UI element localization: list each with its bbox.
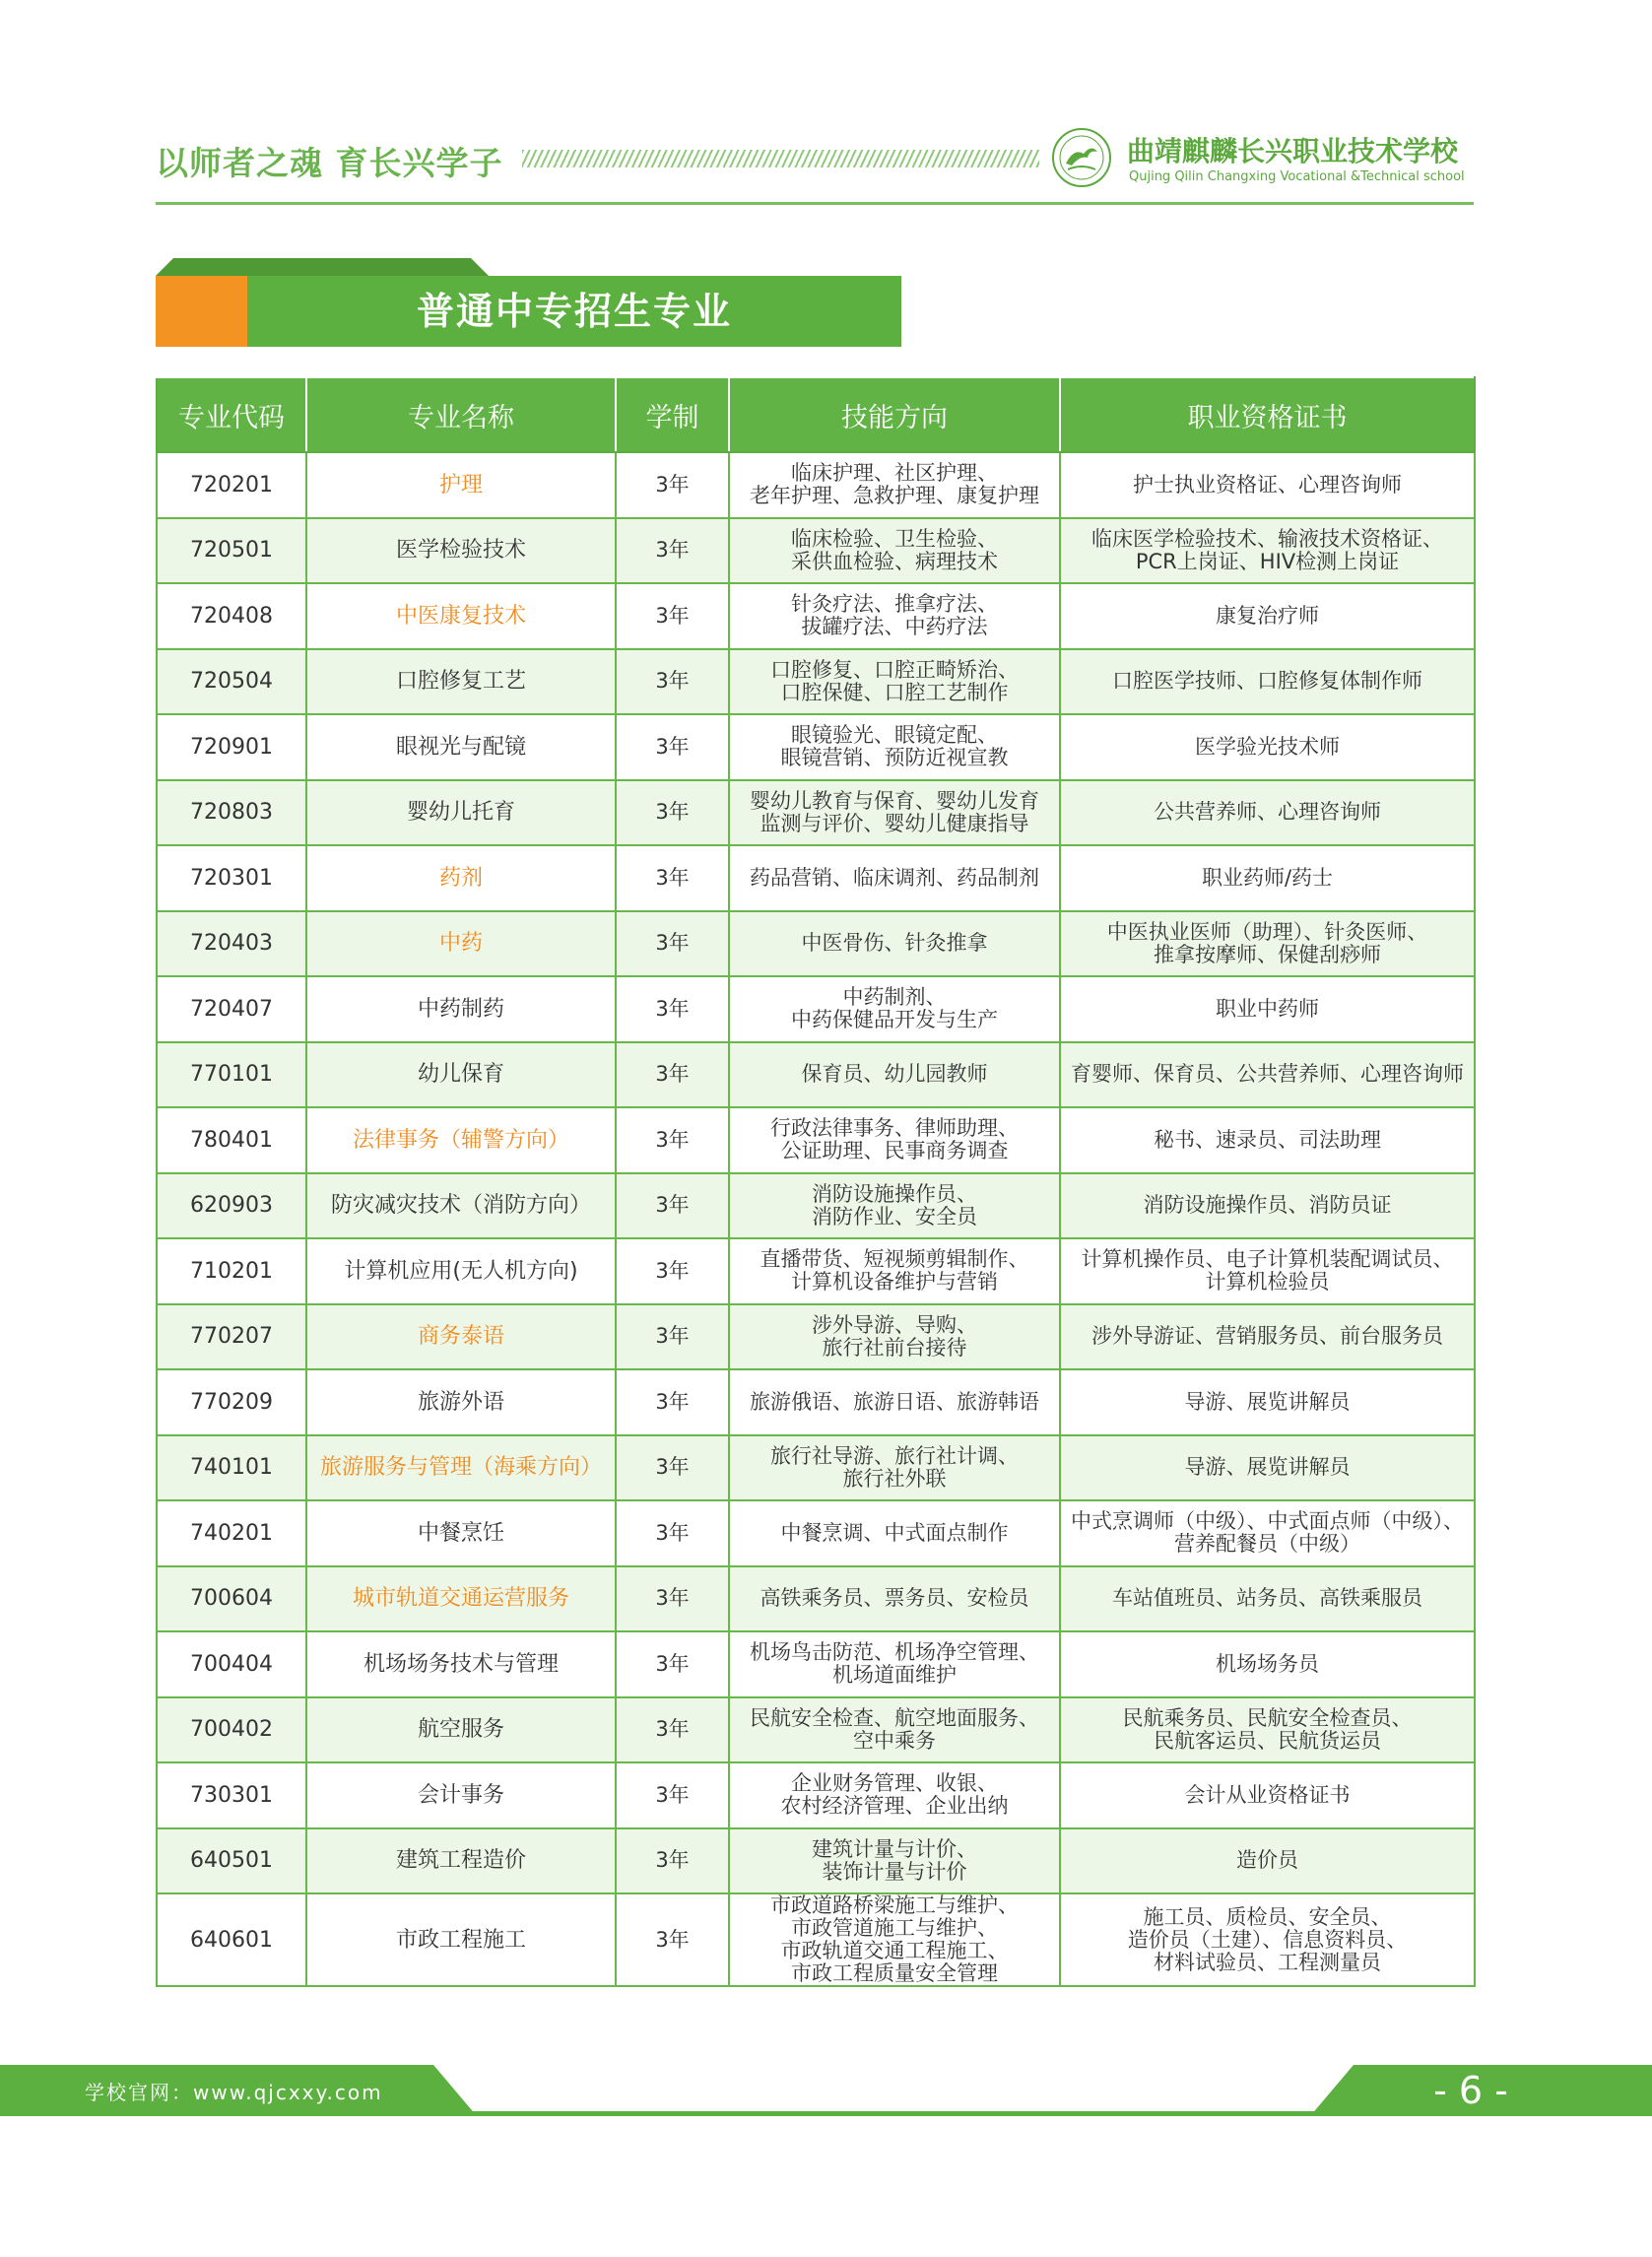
cell-name: 旅游服务与管理（海乘方向） (306, 1435, 616, 1501)
cell-cert: 中医执业医师（助理）、针灸医师、 推拿按摩师、保健刮痧师 (1060, 911, 1475, 977)
cell-cert: 护士执业资格证、心理咨询师 (1060, 452, 1475, 518)
cell-code: 720408 (157, 583, 306, 649)
cell-name: 护理 (306, 452, 616, 518)
cell-cert: 车站值班员、站务员、高铁乘服员 (1060, 1566, 1475, 1632)
cell-years: 3年 (616, 1762, 729, 1828)
cell-cert: 会计从业资格证书 (1060, 1762, 1475, 1828)
cell-cert: 职业药师/药士 (1060, 845, 1475, 911)
table-row (157, 1566, 1475, 1632)
cell-skills: 市政道路桥梁施工与维护、 市政管道施工与维护、 市政轨道交通工程施工、 市政工程质量安全管理 (729, 1893, 1060, 1986)
cell-code: 640601 (157, 1893, 306, 1986)
cell-code: 720901 (157, 714, 306, 780)
cell-cert: 口腔医学技师、口腔修复体制作师 (1060, 649, 1475, 715)
school-name-en: Qujing Qilin Changxing Vocational &Technical school (1129, 169, 1465, 184)
cell-code: 700402 (157, 1697, 306, 1763)
cell-code: 730301 (157, 1762, 306, 1828)
cell-skills: 民航安全检查、航空地面服务、 空中乘务 (729, 1697, 1060, 1763)
table-row (157, 1173, 1475, 1239)
cell-years: 3年 (616, 714, 729, 780)
cell-cert: 计算机操作员、电子计算机装配调试员、 计算机检验员 (1060, 1238, 1475, 1304)
cell-cert: 临床医学检验技术、输液技术资格证、 PCR上岗证、HIV检测上岗证 (1060, 518, 1475, 584)
cell-skills: 旅行社导游、旅行社计调、 旅行社外联 (729, 1435, 1060, 1501)
cell-years: 3年 (616, 1566, 729, 1632)
cell-years: 3年 (616, 1042, 729, 1108)
cell-years: 3年 (616, 1631, 729, 1697)
cell-skills: 中药制剂、 中药保健品开发与生产 (729, 976, 1060, 1042)
section-tab-decoration (156, 258, 489, 276)
cell-name: 中餐烹饪 (306, 1500, 616, 1566)
cell-years: 3年 (616, 1173, 729, 1239)
cell-skills: 企业财务管理、收银、 农村经济管理、企业出纳 (729, 1762, 1060, 1828)
header-skills: 技能方向 (729, 377, 1060, 452)
cell-skills: 眼镜验光、眼镜定配、 眼镜营销、预防近视宣教 (729, 714, 1060, 780)
cell-skills: 行政法律事务、律师助理、 公证助理、民事商务调查 (729, 1107, 1060, 1173)
table-row (157, 1369, 1475, 1435)
cell-cert: 机场场务员 (1060, 1631, 1475, 1697)
table-row (157, 1762, 1475, 1828)
cell-name: 市政工程施工 (306, 1893, 616, 1986)
cell-years: 3年 (616, 845, 729, 911)
cell-cert: 民航乘务员、民航安全检查员、 民航客运员、民航货运员 (1060, 1697, 1475, 1763)
cell-name: 城市轨道交通运营服务 (306, 1566, 616, 1632)
cell-years: 3年 (616, 911, 729, 977)
table-row (157, 583, 1475, 649)
section-title: 普通中专招生专业 (416, 290, 732, 333)
table-row (157, 714, 1475, 780)
cell-cert: 导游、展览讲解员 (1060, 1369, 1475, 1435)
header-name: 专业名称 (306, 377, 616, 452)
cell-code: 770207 (157, 1304, 306, 1370)
cell-code: 770101 (157, 1042, 306, 1108)
cell-code: 770209 (157, 1369, 306, 1435)
table-row (157, 1435, 1475, 1501)
cell-cert: 康复治疗师 (1060, 583, 1475, 649)
table-row (157, 780, 1475, 846)
cell-skills: 高铁乘务员、票务员、安检员 (729, 1566, 1060, 1632)
cell-skills: 针灸疗法、推拿疗法、 拔罐疗法、中药疗法 (729, 583, 1060, 649)
cell-name: 会计事务 (306, 1762, 616, 1828)
cell-cert: 中式烹调师（中级）、中式面点师（中级）、 营养配餐员（中级） (1060, 1500, 1475, 1566)
cell-years: 3年 (616, 1697, 729, 1763)
cell-cert: 涉外导游证、营销服务员、前台服务员 (1060, 1304, 1475, 1370)
cell-cert: 公共营养师、心理咨询师 (1060, 780, 1475, 846)
school-name-cn: 曲靖麒麟长兴职业技术学校 (1127, 135, 1459, 167)
cell-cert: 职业中药师 (1060, 976, 1475, 1042)
cell-years: 3年 (616, 583, 729, 649)
cell-code: 720504 (157, 649, 306, 715)
cell-cert: 秘书、速录员、司法助理 (1060, 1107, 1475, 1173)
cell-skills: 临床护理、社区护理、 老年护理、急救护理、康复护理 (729, 452, 1060, 518)
cell-skills: 消防设施操作员、 消防作业、安全员 (729, 1173, 1060, 1239)
cell-name: 眼视光与配镜 (306, 714, 616, 780)
cell-years: 3年 (616, 1304, 729, 1370)
cell-code: 700604 (157, 1566, 306, 1632)
majors-table (156, 376, 1476, 1987)
cell-name: 计算机应用(无人机方向) (306, 1238, 616, 1304)
cell-name: 机场场务技术与管理 (306, 1631, 616, 1697)
table-row (157, 452, 1475, 518)
table-row (157, 649, 1475, 715)
school-website: 学校官网：www.qjcxxy.com (85, 2081, 383, 2104)
cell-years: 3年 (616, 1828, 729, 1894)
table-row (157, 976, 1475, 1042)
cell-skills: 中医骨伤、针灸推拿 (729, 911, 1060, 977)
cell-cert: 造价员 (1060, 1828, 1475, 1894)
header-code: 专业代码 (157, 377, 306, 452)
cell-skills: 保育员、幼儿园教师 (729, 1042, 1060, 1108)
cell-name: 航空服务 (306, 1697, 616, 1763)
cell-years: 3年 (616, 1107, 729, 1173)
cell-years: 3年 (616, 452, 729, 518)
cell-name: 中药 (306, 911, 616, 977)
cell-code: 620903 (157, 1173, 306, 1239)
cell-years: 3年 (616, 518, 729, 584)
cell-code: 720403 (157, 911, 306, 977)
cell-years: 3年 (616, 1238, 729, 1304)
cell-code: 720803 (157, 780, 306, 846)
cell-name: 药剂 (306, 845, 616, 911)
table-row (157, 1697, 1475, 1763)
table-header-row (157, 377, 1475, 452)
cell-cert: 育婴师、保育员、公共营养师、心理咨询师 (1060, 1042, 1475, 1108)
cell-code: 720301 (157, 845, 306, 911)
cell-years: 3年 (616, 1369, 729, 1435)
slogan: 以师者之魂 育长兴学子 (156, 144, 503, 182)
cell-cert: 消防设施操作员、消防员证 (1060, 1173, 1475, 1239)
cell-code: 640501 (157, 1828, 306, 1894)
cell-skills: 建筑计量与计价、 装饰计量与计价 (729, 1828, 1060, 1894)
cell-cert: 医学验光技术师 (1060, 714, 1475, 780)
cell-years: 3年 (616, 649, 729, 715)
cell-skills: 旅游俄语、旅游日语、旅游韩语 (729, 1369, 1060, 1435)
cell-code: 710201 (157, 1238, 306, 1304)
cell-name: 防灾减灾技术（消防方向） (306, 1173, 616, 1239)
cell-skills: 婴幼儿教育与保育、婴幼儿发育 监测与评价、婴幼儿健康指导 (729, 780, 1060, 846)
cell-skills: 直播带货、短视频剪辑制作、 计算机设备维护与营销 (729, 1238, 1060, 1304)
cell-code: 720407 (157, 976, 306, 1042)
table-row (157, 1893, 1475, 1986)
cell-skills: 药品营销、临床调剂、药品制剂 (729, 845, 1060, 911)
table-row (157, 845, 1475, 911)
table-row (157, 1631, 1475, 1697)
cell-code: 740101 (157, 1435, 306, 1501)
table-row (157, 518, 1475, 584)
header-cert: 职业资格证书 (1060, 377, 1475, 452)
cell-name: 口腔修复工艺 (306, 649, 616, 715)
cell-skills: 涉外导游、导购、 旅行社前台接待 (729, 1304, 1060, 1370)
section-accent-block (156, 276, 247, 347)
cell-cert: 施工员、质检员、安全员、 造价员（土建）、信息资料员、 材料试验员、工程测量员 (1060, 1893, 1475, 1986)
cell-years: 3年 (616, 1435, 729, 1501)
cell-skills: 口腔修复、口腔正畸矫治、 口腔保健、口腔工艺制作 (729, 649, 1060, 715)
table-row (157, 1828, 1475, 1894)
cell-name: 建筑工程造价 (306, 1828, 616, 1894)
cell-name: 幼儿保育 (306, 1042, 616, 1108)
cell-name: 医学检验技术 (306, 518, 616, 584)
cell-code: 720501 (157, 518, 306, 584)
cell-cert: 导游、展览讲解员 (1060, 1435, 1475, 1501)
school-logo-icon (1050, 126, 1113, 189)
header-years: 学制 (616, 377, 729, 452)
cell-years: 3年 (616, 1893, 729, 1986)
table-row (157, 1304, 1475, 1370)
page-number: - 6 - (1433, 2069, 1508, 2112)
cell-years: 3年 (616, 1500, 729, 1566)
cell-skills: 中餐烹调、中式面点制作 (729, 1500, 1060, 1566)
cell-name: 婴幼儿托育 (306, 780, 616, 846)
cell-skills: 临床检验、卫生检验、 采供血检验、病理技术 (729, 518, 1060, 584)
cell-code: 740201 (157, 1500, 306, 1566)
cell-name: 商务泰语 (306, 1304, 616, 1370)
table-row (157, 1107, 1475, 1173)
cell-code: 720201 (157, 452, 306, 518)
header-divider (156, 202, 1474, 205)
cell-name: 旅游外语 (306, 1369, 616, 1435)
cell-code: 700404 (157, 1631, 306, 1697)
table-row (157, 1042, 1475, 1108)
table-row (157, 911, 1475, 977)
cell-name: 中药制药 (306, 976, 616, 1042)
cell-name: 中医康复技术 (306, 583, 616, 649)
cell-code: 780401 (157, 1107, 306, 1173)
cell-years: 3年 (616, 976, 729, 1042)
decorative-hatch (522, 150, 1039, 167)
table-row (157, 1238, 1475, 1304)
cell-years: 3年 (616, 780, 729, 846)
cell-skills: 机场鸟击防范、机场净空管理、 机场道面维护 (729, 1631, 1060, 1697)
table-row (157, 1500, 1475, 1566)
cell-name: 法律事务（辅警方向） (306, 1107, 616, 1173)
